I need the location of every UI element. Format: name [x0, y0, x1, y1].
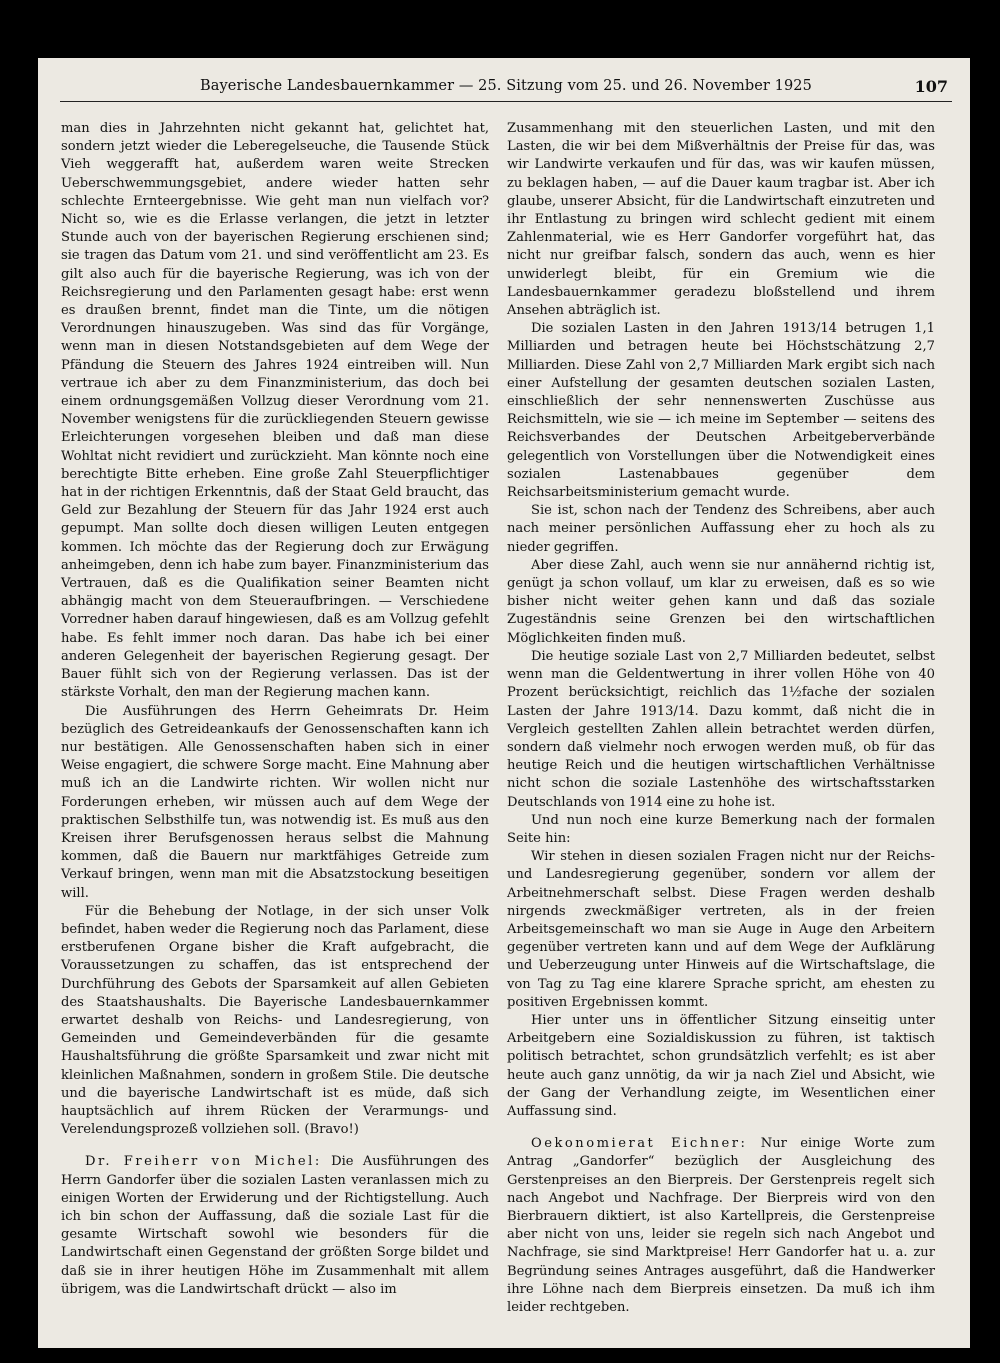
- paragraph: Und nun noch eine kurze Bemerkung nach der formalen Seite hin:: [507, 812, 935, 846]
- speaker-name: Oekonomierat Eichner:: [531, 1136, 748, 1152]
- paragraph: Sie ist, schon nach der Tendenz des Schreibens, aber auch nach meiner persönlichen Auffassung eher zu hoch als zu nieder gegriffen.: [507, 503, 935, 555]
- speaker-paragraph: [61, 1153, 489, 1299]
- paragraph: Die heutige soziale Last von 2,7 Milliarden bedeutet, selbst wenn man die Geldentwertung in ihrer vollen Höhe von 40 Prozent berücksichtigt, reichlich das 1½fache der sozialen Lasten der Jahre 1913/14. Dazu kommt, daß nicht die in Vergleich gestellten Zahlen allein betrachtet werden dürfen, sondern daß vielmehr noch erwogen werden muß, ob für das heutige Reich und die heutigen wirtschaftlichen Verhältnisse nicht schon die soziale Lastenhöhe des wirtschaftsstarken Deutschlands von 1914 eine zu hohe ist.: [507, 648, 935, 810]
- paragraph: Die sozialen Lasten in den Jahren 1913/14 betrugen 1,1 Milliarden und betragen heute bei Höchstschätzung 2,7 Milliarden. Diese Zahl von 2,7 Milliarden Mark ergibt sich nach einer Aufstellung der gesamten deutschen sozialen Lasten, einschließlich der sehr nennenswerten Zuschüsse aus Reichsmitteln, wie sie — ich meine im September — seitens des Reichsverbandes der Deutschen Arbeitgeberverbände gelegentlich von Vorstellungen über die Notwendigkeit eines sozialen Lastenabbaues gegenüber dem Reichsarbeitsministerium gemacht wurde.: [507, 321, 935, 501]
- paragraph: man dies in Jahrzehnten nicht gekannt hat, gelichtet hat, sondern jetzt wieder die Leberegelseuche, die Tausende Stück Vieh weggerafft hat, außerdem waren weite Strecken Ueberschwemmungsgebiet, andere wieder hatten sehr schlechte Ernteergebnisse. Wie geht man nun vielfach vor? Nicht so, wie es die Erlasse verlangen, die jetzt in letzter Stunde auch von der bayerischen Regierung erschienen sind; sie tragen das Datum vom 21. und sind veröffentlicht am 23. Es gilt also auch für die bayerische Regierung, was ich von der Reichsregierung und den Parlamenten gesagt habe: erst wenn es draußen brennt, findet man die Tinte, um die nötigen Verordnungen hinauszugeben. Was sind das für Vorgänge, wenn man in diesen Notstandsgebieten auf dem Wege der Pfändung die Steuern des Jahres 1924 eintreiben will. Nun vertraue ich aber zu dem Finanzministerium, das doch bei einem ordnungsgemäßen Vollzug dieser Verordnung vom 21. November wenigstens für die zurückliegenden Steuern gewisse Erleichterungen vorgesehen bleiben und daß man diese Wohltat nicht revidiert und zurückzieht. Man könnte noch eine berechtigte Bitte erheben. Eine große Zahl Steuerpflichtiger hat in der richtigen Erkenntnis, daß der Staat Geld braucht, das Geld zur Bezahlung der Steuern für das Jahr 1924 erst auch gepumpt. Man sollte doch diesen willigen Leuten entgegen kommen. Ich möchte das der Regierung doch zur Erwägung anheimgeben, denn ich habe zum bayer. Finanzministerium das Vertrauen, daß es die Qualifikation seiner Beamten nicht abhängig macht von dem Steueraufbringen. — Verschiedene Vorredner haben darauf hingewiesen, daß es am Vollzug gefehlt habe. Es fehlt immer noch daran. Das habe ich bei einer anderen Gelegenheit der bayerischen Regierung gesagt. Der Bauer fühlt sich von der Regierung verlassen. Das ist der stärkste Vorhalt, den man der Regierung machen kann.: [61, 121, 489, 701]
- right-column: [507, 120, 935, 1317]
- speaker-paragraph: [507, 1135, 935, 1317]
- paragraph: Zusammenhang mit den steuerlichen Lasten, und mit den Lasten, die wir bei dem Mißverhältnis der Preise für das, was wir Landwirte verkaufen und für das, was wir kaufen müssen, zu beklagen haben, — auf die Dauer kaum tragbar ist. Aber ich glaube, unserer Absicht, für die Landwirtschaft einzutreten und ihr Entlastung zu bringen wird schlecht gedient mit einem Zahlenmaterial, wie es Herr Gandorfer vorgeführt hat, das nicht nur greifbar falsch, sondern das auch, wenn es hier unwiderlegt bleibt, für ein Gremium wie die Landesbauernkammer geradezu bloßstellend und ihrem Ansehen abträglich ist.: [507, 121, 935, 319]
- paragraph: Wir stehen in diesen sozialen Fragen nicht nur der Reichs- und Landesregierung gegenüber, sondern vor allem der Arbeitnehmerschaft selbst. Diese Fragen werden deshalb nirgends zweckmäßiger vertreten, als in der freien Arbeitsgemeinschaft wo man sie Auge in Auge den Arbeitern gegenüber vertreten kann und auf dem Wege der Aufklärung und Ueberzeugung unter Hinweis auf die Wirtschaftslage, die von Tag zu Tag eine klarere Sprache spricht, am ehesten zu positiven Ergebnissen kommt.: [507, 849, 935, 1010]
- page-header: [60, 76, 952, 98]
- paragraph: Die Ausführungen des Herrn Geheimrats Dr. Heim bezüglich des Getreideankaufs der Genossenschaften kann ich nur bestätigen. Alle Genossenschaften haben sich in einer Weise engagiert, die schwere Sorge macht. Eine Mahnung aber muß ich an die Landwirte richten. Wir wollen nicht nur Forderungen erheben, wir müssen auch auf dem Wege der praktischen Selbsthilfe tun, was notwendig ist. Es muß aus den Kreisen ihrer Berufsgenossen heraus selbst die Mahnung kommen, daß die Bauern nur marktfähiges Getreide zum Verkauf bringen, wenn man mit die Absatzstockung beseitigen will.: [61, 703, 489, 901]
- left-column: [61, 120, 489, 1299]
- paragraph: Hier unter uns in öffentlicher Sitzung einseitig unter Arbeitgebern eine Sozialdiskussion zu führen, ist taktisch politisch betrachtet, schon grundsätzlich verfehlt; es ist aber heute auch ganz unnötig, da wir ja nach Ziel und Absicht, wie der Gang der Verhandlung zeigte, im Wesentlichen einer Auffassung sind.: [507, 1012, 935, 1119]
- speaker-text: Die Ausführungen des Herrn Gandorfer über die sozialen Lasten veranlassen mich zu einigen Worten der Erwiderung und der Richtigstellung. Auch ich bin schon der Auffassung, daß die soziale Last für die gesamte Wirtschaft sowohl wie besonders für die Landwirtschaft einen Gegenstand der größten Sorge bildet und daß sie in ihrer heutigen Höhe im Zusammenhalt mit allem übrigem, was die Landwirtschaft drückt — also im: [61, 1154, 490, 1297]
- document-page: [38, 58, 970, 1348]
- page-number: 107: [914, 77, 948, 96]
- paragraph: Für die Behebung der Notlage, in der sich unser Volk befindet, haben weder die Regierung noch das Parlament, diese erstberufenen Organe bisher die Kraft aufgebracht, die Voraussetzungen zu schaffen, das ist entsprechend der Durchführung des Gebots der Sparsamkeit auf allen Gebieten des Staatshaushalts. Die Bayerische Landesbauernkammer erwartet deshalb von Reichs- und Landesregierung, von Gemeinden und Gemeindeverbänden für die gesamte Haushaltsführung die größte Sparsamkeit und zwar nicht mit kleinlichen Maßnahmen, sondern in großem Stile. Die deutsche und die bayerische Landwirtschaft ist es müde, daß sich hauptsächlich auf ihrem Rücken der Verarmungs- und Verelendungsprozeß vollziehen soll. (Bravo!): [61, 903, 489, 1138]
- speaker-text: Nur einige Worte zum Antrag „Gandorfer“ bezüglich der Ausgleichung des Gerstenpreises an den Bierpreis. Der Gerstenpreis regelt sich nach Angebot und Nachfrage. Der Bierpreis wird von den Bierbrauern diktiert, ist also Kartellpreis, die Gerstenpreise aber nicht von uns, leider sie regeln sich nach Angebot und Nachfrage, sie sind Marktpreise! Herr Gandorfer hat u. a. zur Begründung seines Antrages ausgeführt, daß die Handwerker ihre Löhne nach dem Bierpreis einsetzen. Da muß ich ihm leider rechtgeben.: [507, 1136, 935, 1315]
- header-rule: [60, 101, 952, 102]
- running-title: Bayerische Landesbauernkammer — 25. Sitzung vom 25. und 26. November 1925: [200, 78, 812, 94]
- paragraph: Aber diese Zahl, auch wenn sie nur annähernd richtig ist, genügt ja schon vollauf, um klar zu erweisen, daß es so wie bisher nicht weiter gehen kann und daß das soziale Zugeständnis seine Grenzen bei den wirtschaftlichen Möglichkeiten finden muß.: [507, 557, 935, 646]
- speaker-name: Dr. Freiherr von Michel:: [85, 1154, 322, 1170]
